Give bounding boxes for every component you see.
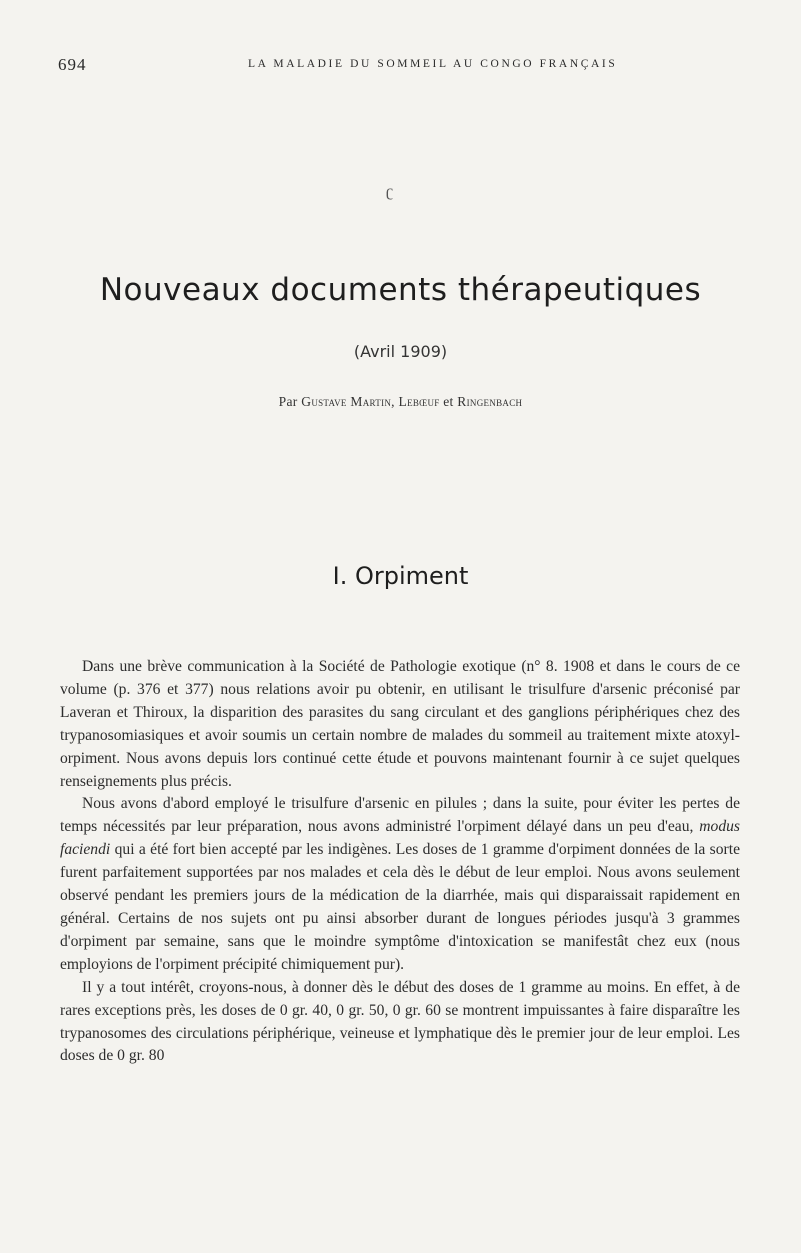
section-heading: I. Orpiment <box>332 562 469 590</box>
paragraph-text: Dans une brève communication à la Société de Pathologie exotique (n° 8. 1908 et dans le cours de ce volume (p. 376 et 377) nous relations avoir pu obtenir, en utilisant le trisulfure d'arsenic préconisé par Laveran et Thiroux, la disparition des parasites du sang circulant et des ganglions périphériques chez des trypanosomiasiques et avoir soumis un certain nombre de malades du sommeil au traitement mixte atoxyl-orpiment. Nous avons depuis lors continué cette étude et pouvons maintenant fournir à ce sujet quelques renseignements plus précis. <box>60 658 740 790</box>
byline <box>0 394 801 410</box>
paragraph <box>60 977 740 1069</box>
page-number: 694 <box>58 55 87 74</box>
paragraph-text: Il y a tout intérêt, croyons-nous, à donner dès le début des doses de 1 gramme au moins. En effet, à de rares exceptions près, les doses de 0 gr. 40, 0 gr. 50, 0 gr. 60 se montrent impuissantes à faire disparaître les trypanosomes des circulations périphérique, veineuse et lymphatique dès le premier jour de leur emploi. Les doses de 0 gr. 80 <box>60 978 740 1065</box>
paragraph-text: Nous avons d'abord employé le trisulfure d'arsenic en pilules ; dans la suite, pour éviter les pertes de temps nécessités par leur préparation, nous avons administré l'orpiment délayé dans un peu d'eau, <box>60 795 740 836</box>
running-title: LA MALADIE DU SOMMEIL AU CONGO FRANÇAIS <box>248 58 618 70</box>
paragraph <box>60 793 740 976</box>
byline-conj: et <box>443 394 454 409</box>
paragraph-italic: modus faciendi <box>60 818 740 859</box>
body-text <box>60 656 740 1068</box>
article-date: (Avril 1909) <box>353 342 448 361</box>
author-last: Ringenbach <box>457 394 523 409</box>
running-header <box>0 55 801 79</box>
byline-prefix: Par <box>278 394 298 409</box>
paragraph-text: qui a été fort bien accepté par les indigènes. Les doses de 1 gramme d'orpiment données de la sorte furent parfaitement supportées par nos malades et cela dès le début de leur emploi. Nous avons seulement observé pendant les premiers jours de la médication de la diarrhée, mais qui disparaissait rapidement en général. Certains de nos sujets ont pu ainsi absorber durant de longues périodes jusqu'à 3 grammes d'orpiment par semaine, sans que le moindre symptôme d'intoxication se manifestât chez eux (nous employions de l'orpiment précipité chimiquement pur). <box>60 841 740 973</box>
article-title: Nouveaux documents thérapeutiques <box>99 272 702 308</box>
stray-mark: ʗ <box>386 183 394 200</box>
authors: Gustave Martin, Lebœuf <box>301 394 440 409</box>
paragraph <box>60 656 740 793</box>
